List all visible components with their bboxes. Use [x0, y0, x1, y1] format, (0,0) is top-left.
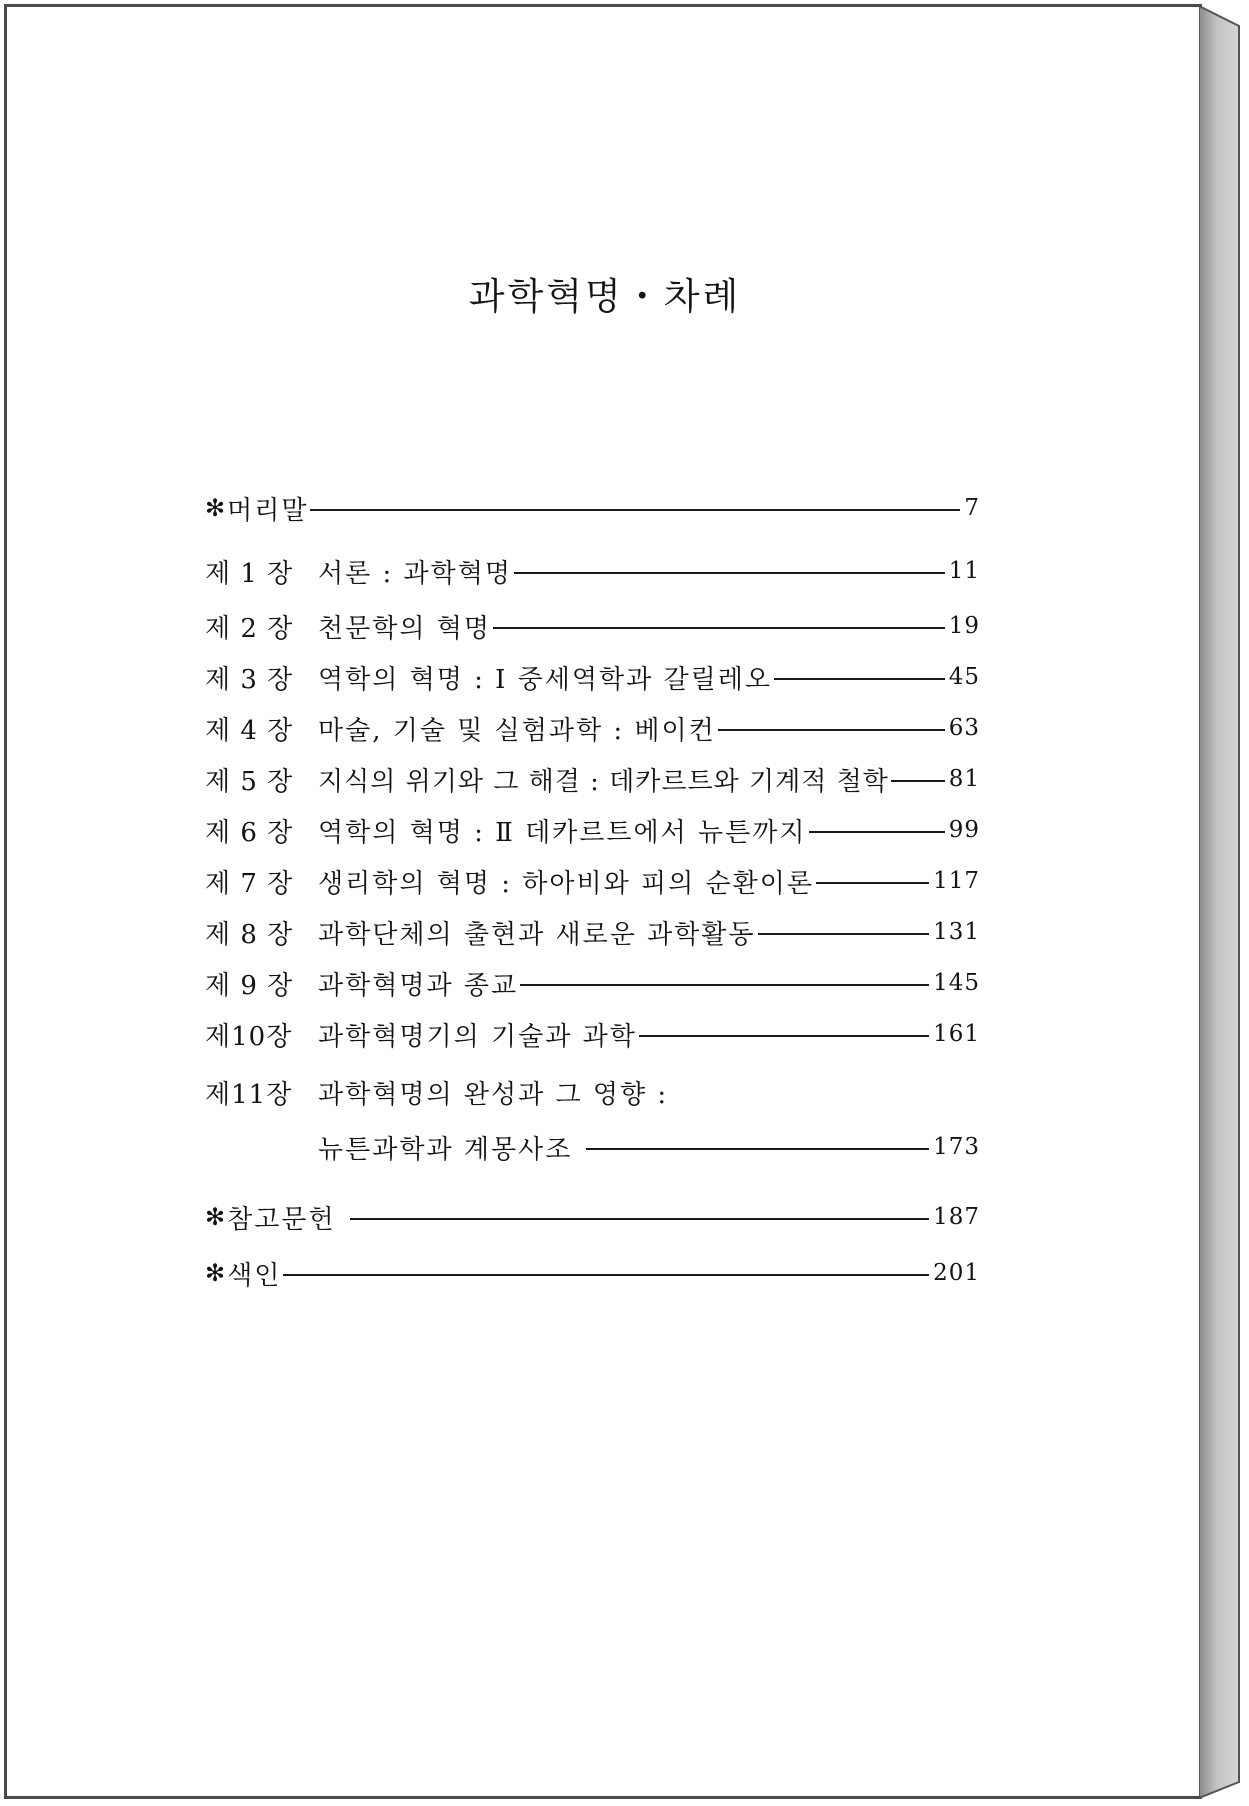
chapter-number: 제 8 장 [205, 919, 294, 950]
dotted-leader [809, 831, 945, 833]
page-number: 201 [933, 1260, 980, 1286]
toc-entry-chapter-11-continued [205, 1127, 980, 1167]
chapter-number: 제 4 장 [205, 715, 294, 746]
dotted-leader [891, 780, 945, 782]
toc-entry-chapter-6 [205, 810, 980, 850]
toc-entry-chapter-3 [205, 657, 980, 697]
page-number: 99 [948, 817, 980, 843]
chapter-number: 제 3 장 [205, 664, 294, 695]
asterisk-icon: ✻ [205, 494, 226, 522]
dotted-leader [514, 572, 945, 574]
chapter-number: 제 2 장 [205, 613, 294, 644]
page-number: 19 [948, 613, 980, 639]
chapter-number: 제 1 장 [205, 558, 294, 589]
toc-entry-chapter-11 [205, 1072, 980, 1112]
chapter-title: 지식의 위기와 그 해결 : 데카르트와 기계적 철학 [318, 766, 889, 797]
page-number: 145 [933, 970, 980, 996]
page-number: 63 [948, 715, 980, 741]
dotted-leader [586, 1148, 929, 1150]
chapter-title: 과학혁명의 완성과 그 영향 : [318, 1079, 669, 1110]
page-number: 173 [933, 1134, 980, 1160]
toc-entry-chapter-7 [205, 861, 980, 901]
toc-entry-index [205, 1253, 980, 1293]
chapter-title: 과학혁명기의 기술과 과학 [318, 1021, 637, 1052]
page-number: 117 [933, 868, 980, 894]
book-spine-edge [1199, 6, 1245, 1798]
chapter-number: 제11장 [205, 1079, 293, 1110]
page-number: 187 [933, 1204, 980, 1230]
chapter-title: 역학의 혁명 : Ⅰ 중세역학과 갈릴레오 [318, 664, 772, 695]
dotted-leader [639, 1035, 929, 1037]
dotted-leader [283, 1274, 929, 1276]
chapter-title: 생리학의 혁명 : 하아비와 피의 순환이론 [318, 868, 814, 899]
entry-label: 색인 [227, 1260, 282, 1291]
toc-entry-chapter-1 [205, 551, 980, 591]
dotted-leader [774, 678, 945, 680]
toc-entry-references [205, 1197, 980, 1237]
page-number: 45 [948, 664, 980, 690]
dotted-leader [350, 1218, 930, 1220]
entry-label: 머리말 [227, 495, 309, 526]
chapter-number: 제10장 [205, 1021, 293, 1052]
chapter-title: 천문학의 혁명 [318, 613, 491, 644]
toc-entry-chapter-9 [205, 963, 980, 1003]
page-number: 81 [948, 766, 980, 792]
chapter-number: 제 6 장 [205, 817, 294, 848]
dotted-leader [493, 627, 945, 629]
toc-entry-chapter-5 [205, 759, 980, 799]
chapter-title: 마술, 기술 및 실험과학 : 베이컨 [318, 715, 716, 746]
toc-entry-chapter-4 [205, 708, 980, 748]
chapter-title: 역학의 혁명 : Ⅱ 데카르트에서 뉴튼까지 [318, 817, 807, 848]
entry-label: 참고문헌 [227, 1204, 336, 1235]
chapter-number: 제 5 장 [205, 766, 294, 797]
dotted-leader [520, 984, 929, 986]
toc-entry-chapter-2 [205, 606, 980, 646]
asterisk-icon: ✻ [205, 1203, 226, 1231]
dotted-leader [816, 882, 929, 884]
page-number: 131 [933, 919, 980, 945]
page-number: 7 [964, 495, 980, 521]
toc-entry-preface [205, 488, 980, 528]
page-number: 11 [948, 558, 980, 584]
chapter-title: 과학혁명과 종교 [318, 970, 519, 1001]
chapter-number: 제 9 장 [205, 970, 294, 1001]
chapter-title: 서론 : 과학혁명 [318, 558, 512, 589]
page-number: 161 [933, 1021, 980, 1047]
dotted-leader [758, 933, 930, 935]
asterisk-icon: ✻ [205, 1259, 226, 1287]
toc-entry-chapter-8 [205, 912, 980, 952]
toc-entry-chapter-10 [205, 1014, 980, 1054]
page-title: 과학혁명・차례 [468, 275, 742, 318]
dotted-leader [310, 509, 960, 511]
dotted-leader [718, 729, 945, 731]
chapter-number: 제 7 장 [205, 868, 294, 899]
chapter-title: 뉴튼과학과 계몽사조 [318, 1134, 573, 1165]
chapter-title: 과학단체의 출현과 새로운 과학활동 [318, 919, 756, 950]
